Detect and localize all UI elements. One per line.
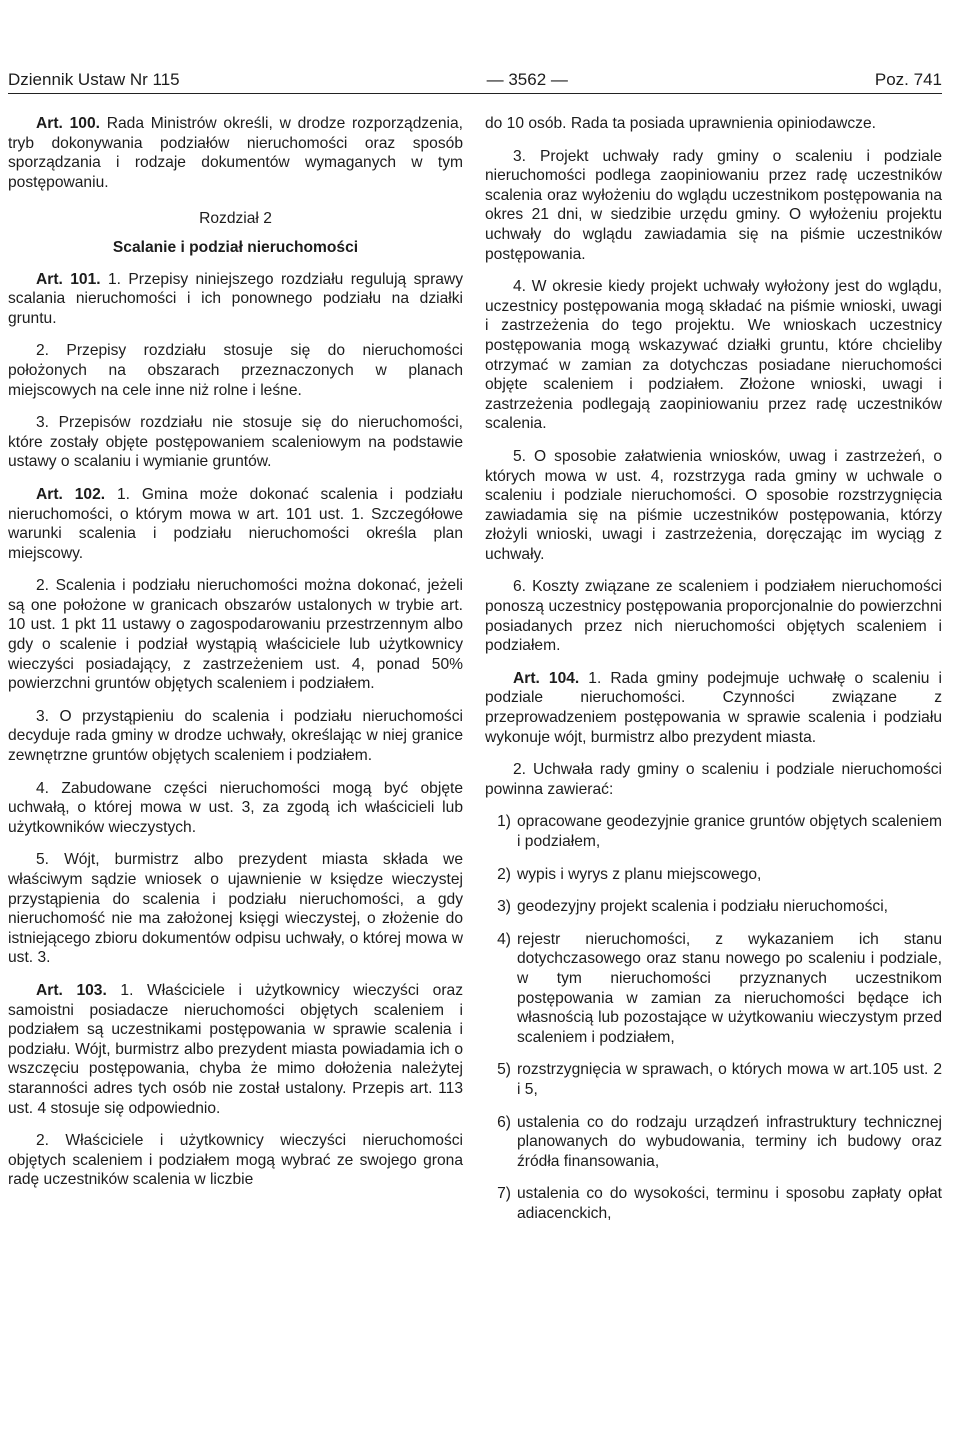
list-item-number: 4) — [497, 930, 511, 948]
page-number: — 3562 — — [486, 70, 568, 89]
art-103-p6: 6. Koszty związane ze scaleniem i podziałem nieruchomości ponoszą uczestnicy postępowania proporcjonalnie do powierzchni posiadanych przez nich nieruchomości objętych scaleniem i podziałem. — [485, 578, 942, 655]
position-number: Poz. 741 — [874, 70, 942, 89]
paragraph-text: Rada Ministrów określi, w drodze rozporządzenia, tryb dokonywania podziałów nieruchomości oraz sposób sporządzania i rodzaje dokumentów wymaganych w tym postępowaniu. — [8, 115, 463, 191]
right-column — [485, 114, 942, 1237]
art-102-p3: 3. O przystąpieniu do scalenia i podziału nieruchomości decyduje rada gminy w drodze uchwały, określając w niej granice zewnętrzne gruntów objętych scaleniem i podziałem. — [8, 707, 463, 765]
list-item — [485, 1184, 942, 1223]
article-label: Art. 103. — [36, 981, 107, 999]
list-item-text: rejestr nieruchomości, z wykazaniem ich stanu dotychczasowego oraz stanu nowego po scaleniu i podziale, w tym nieruchomości przyznanych uczestnikom postępowania w zamian za nieruchomości będące ich własnością lub pozostające w użytkowaniu wieczystym przed scaleniem i podziałem, — [517, 930, 942, 1046]
list-item-text: geodezyjny projekt scalenia i podziału nieruchomości, — [517, 898, 888, 916]
art-103-p3: 3. Projekt uchwały rady gminy o scaleniu i podziale nieruchomości podlega zaopiniowaniu przez radę uczestników scalenia oraz wyłożeniu do wglądu uczestnikom postępowania na okres 21 dni, w siedzibie urzędu gminy. O wyłożeniu projektu uchwały do wglądu zawiadamia się na piśmie uczestników postępowania. — [485, 147, 942, 263]
art-104-p1 — [485, 669, 942, 747]
chapter-title: Rozdział 2 — [199, 210, 272, 228]
list-item-number: 5) — [497, 1061, 511, 1079]
list-item-text: ustalenia co do rodzaju urządzeń infrastruktury technicznej planowanych do wybudowania, terminy ich budowy oraz źródła finansowania, — [517, 1113, 942, 1170]
art-101-p1 — [8, 270, 463, 329]
art-103-p5: 5. O sposobie załatwienia wniosków, uwag i zastrzeżeń, o których mowa w ust. 4, rozstrzyga rada gminy w uchwale o scaleniu i podziale nieruchomości. O sposobie rozstrzygnięcia zawiadamia się na piśmie uczestników postępowania, którzy złożyli wnioski, uwagi i zastrzeżenia, doręczając im wyciąg z uchwały. — [485, 447, 942, 563]
art-102-p4: 4. Zabudowane części nieruchomości mogą być objęte uchwałą, o której mowa w ust. 3, za zgodą ich właścicieli lub użytkowników wieczystych. — [8, 779, 463, 836]
list-item — [485, 865, 942, 885]
journal-title: Dziennik Ustaw Nr 115 — [8, 70, 180, 89]
art-103-p2-continued: do 10 osób. Rada ta posiada uprawnienia opiniodawcze. — [485, 115, 876, 132]
list-item-number: 1) — [497, 813, 511, 831]
paragraph-text: 1. Przepisy niniejszego rozdziału regulują sprawy scalania nieruchomości i ich ponownego podziału na działki gruntu. — [8, 270, 463, 327]
art-103-p4: 4. W okresie kiedy projekt uchwały wyłożony jest do wglądu, uczestnicy postępowania mogą składać na piśmie wnioski, uwagi i zastrzeżenia do tego projektu. We wnioskach uczestnicy postępowania mogą wskazywać działki gruntu, które chcieliby otrzymać w zamian za dotychczas posiadane nieruchomości objęte scaleniem i podziałem. Złożone wnioski, uwagi i zastrzeżenia podlegają zaopiniowaniu przez radę uczestników scalenia. — [485, 278, 942, 433]
page-header — [8, 64, 942, 94]
art-102-p2: 2. Scalenia i podziału nieruchomości można dokonać, jeżeli są one położone w granicach obszarów ustalonych w trybie art. 10 ust. 1 pkt 11 ustawy o zagospodarowaniu przestrzennym albo gdy o scalenie i podział wystąpią właściciele lub użytkownicy wieczyści posiadający, z zastrzeżeniem ust. 4, ponad 50% powierzchni gruntów objętych scaleniem i podziałem. — [8, 577, 463, 693]
list-item — [485, 897, 942, 917]
paragraph-text: 1. Gmina może dokonać scalenia i podziału nieruchomości, o którym mowa w art. 101 ust. 1. Szczegółowe warunki scalenia i podziału nieruchomości określa plan miejscowy. — [8, 485, 463, 562]
art-102-p5: 5. Wójt, burmistrz albo prezydent miasta składa we właściwym sądzie wniosek o ujawnienie w księdze wieczystej przystąpienia do scalenia i podziału nieruchomości, a gdy nieruchomość nie ma założonej księgi wieczystej, o złożenie do istniejącego zbioru dokumentów odpisu uchwały, o której mowa w ust. 3. — [8, 851, 463, 967]
list-item-number: 7) — [497, 1185, 511, 1203]
article-label: Art. 100. — [36, 115, 100, 132]
list-item-number: 6) — [497, 1113, 511, 1131]
list-item-text: opracowane geodezyjnie granice gruntów objętych scaleniem i podziałem, — [517, 813, 942, 850]
art-102-p1 — [8, 485, 463, 563]
list-item — [485, 930, 942, 1048]
art-103-p1 — [8, 981, 463, 1118]
art-104-p2: 2. Uchwała rady gminy o scaleniu i podziale nieruchomości powinna zawierać: — [485, 761, 942, 798]
art-101-p3: 3. Przepisów rozdziału nie stosuje się do nieruchomości, które zostały objęte postępowaniem scaleniowym na podstawie ustawy o scalaniu i wymianie gruntów. — [8, 414, 463, 471]
left-column — [8, 114, 463, 1203]
list-item-text: wypis i wyrys z planu miejscowego, — [517, 865, 762, 883]
list-item-number: 3) — [497, 898, 511, 916]
art-104-list — [485, 812, 942, 1223]
article-label: Art. 104. — [513, 669, 580, 687]
art-103-p2: 2. Właściciele i użytkownicy wieczyści nieruchomości objętych scaleniem i podziałem mogą wybrać ze swojego grona radę uczestników scalenia w liczbie — [8, 1132, 463, 1189]
list-item-text: ustalenia co do wysokości, terminu i sposobu zapłaty opłat adiacenckich, — [517, 1185, 942, 1222]
list-item-text: rozstrzygnięcia w sprawach, o których mowa w art.105 ust. 2 i 5, — [517, 1061, 942, 1098]
paragraph-text: 1. Rada gminy podejmuje uchwałę o scaleniu i podziale nieruchomości. Czynności związane z przeprowadzeniem postępowania w sprawie scalenia i podziału wykonuje wójt, burmistrz albo prezydent miasta. — [485, 669, 942, 746]
article-label: Art. 102. — [36, 485, 106, 503]
list-item — [485, 1113, 942, 1172]
list-item — [485, 1060, 942, 1099]
list-item — [485, 812, 942, 851]
paragraph-text: 1. Właściciele i użytkownicy wieczyści oraz samoistni posiadacze nieruchomości objętych scaleniem i podziałem są uczestnikami postępowania w sprawie scalenia i podziału. Wójt, burmistrz albo prezydent miasta powiadamia ich o wszczęciu postępowania, chyba że mimo dołożenia należytej staranności adres tych osób nie został ustalony. Przepis art. 113 ust. 4 stosuje się odpowiednio. — [8, 981, 463, 1117]
art-100 — [8, 114, 463, 192]
list-item-number: 2) — [497, 865, 511, 883]
art-101-p2: 2. Przepisy rozdziału stosuje się do nieruchomości położonych na obszarach przeznaczonych w planach miejscowych na cele inne niż rolne i leśne. — [8, 342, 463, 399]
article-label: Art. 101. — [36, 270, 101, 288]
chapter-subtitle: Scalanie i podział nieruchomości — [112, 238, 359, 256]
